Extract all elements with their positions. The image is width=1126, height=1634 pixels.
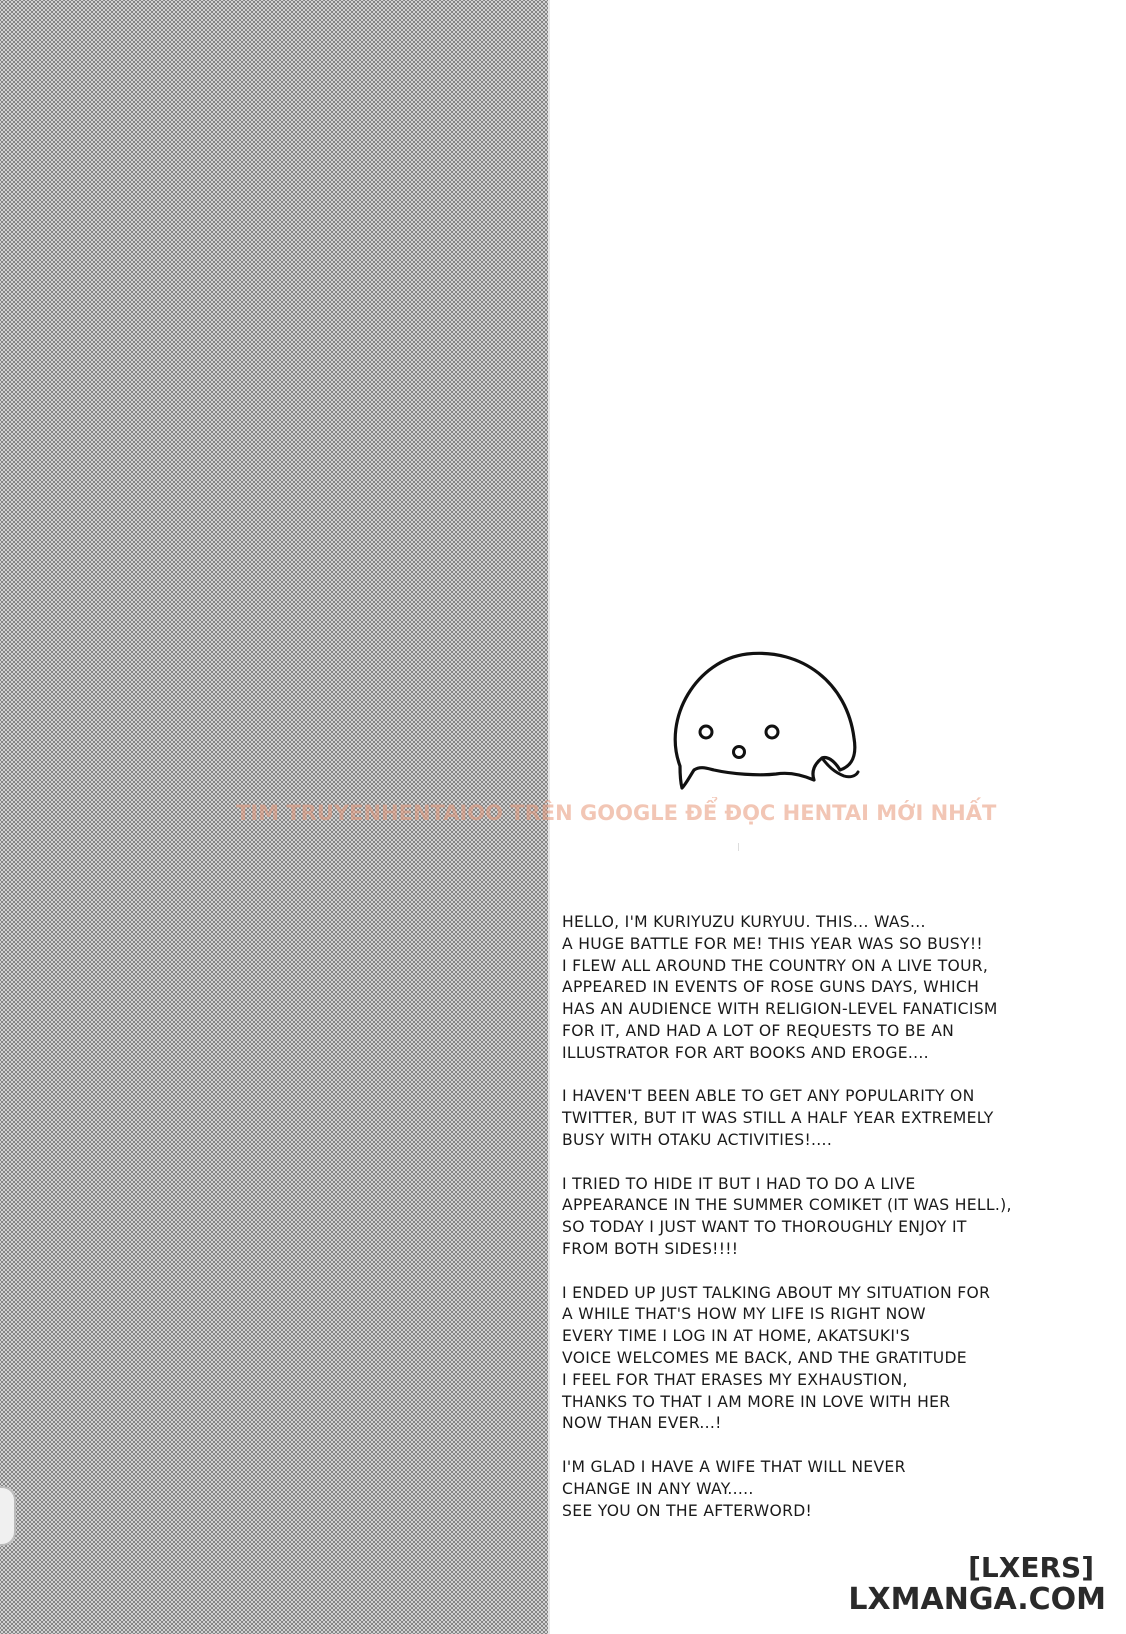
note-line: HELLO, I'M KURIYUZU KURYUU. THIS... WAS... — [562, 913, 926, 931]
note-line: I HAVEN'T BEEN ABLE TO GET ANY POPULARITY ON — [562, 1087, 975, 1106]
note-paragraph — [562, 1086, 1092, 1151]
note-line: SEE YOU ON THE AFTERWORD! — [562, 1501, 813, 1520]
site-name: LXMANGA.COM — [848, 1582, 1106, 1617]
note-line: I FEEL FOR THAT ERASES MY EXHAUSTION, — [562, 1370, 908, 1389]
group-name: [LXERS] — [968, 1551, 1094, 1584]
note-line: HAS AN AUDIENCE WITH RELIGION-LEVEL FANATICISM — [562, 1000, 998, 1019]
note-line: A WHILE THAT'S HOW MY LIFE IS RIGHT NOW — [562, 1305, 926, 1324]
note-paragraph — [562, 1283, 1092, 1436]
note-line: I ENDED UP JUST TALKING ABOUT MY SITUATION FOR — [562, 1283, 991, 1302]
note-line: FROM BOTH SIDES!!!! — [562, 1239, 739, 1258]
note-line: NOW THAN EVER...! — [562, 1414, 722, 1433]
note-line: SO TODAY I JUST WANT TO THOROUGHLY ENJOY IT — [562, 1218, 967, 1237]
scanlation-credit — [848, 1552, 1106, 1616]
note-line: TWITTER, BUT IT WAS STILL A HALF YEAR EXTREMELY — [562, 1109, 994, 1128]
note-line: VOICE WELCOMES ME BACK, AND THE GRATITUDE — [562, 1348, 967, 1367]
note-line: THANKS TO THAT I AM MORE IN LOVE WITH HER — [562, 1392, 951, 1411]
note-line: EVERY TIME I LOG IN AT HOME, AKATSUKI'S — [562, 1327, 911, 1346]
note-paragraph — [562, 912, 1092, 1065]
note-line: APPEARANCE IN THE SUMMER COMIKET (IT WAS HELL.), — [562, 1196, 1012, 1215]
note-line: FOR IT, AND HAD A LOT OF REQUESTS TO BE AN — [562, 1021, 955, 1040]
page-edge-mark — [0, 1486, 16, 1546]
stray-mark — [738, 843, 747, 851]
note-paragraph — [562, 1457, 1092, 1522]
note-paragraph — [562, 1174, 1092, 1261]
note-line: CHANGE IN ANY WAY..... — [562, 1479, 754, 1498]
blob-mascot-drawing — [662, 648, 862, 798]
author-note — [562, 912, 1092, 1522]
note-line: A HUGE BATTLE FOR ME! THIS YEAR WAS SO BUSY!! — [562, 934, 983, 953]
site-watermark: TIM TRUYENHENTAIOO TRÊN GOOGLE ĐỂ ĐỌC HENTAI MỚI NHẤT — [236, 801, 997, 825]
note-line: I'M GLAD I HAVE A WIFE THAT WILL NEVER — [562, 1457, 906, 1476]
note-line: I FLEW ALL AROUND THE COUNTRY ON A LIVE TOUR, — [562, 956, 989, 975]
note-line: I TRIED TO HIDE IT BUT I HAD TO DO A LIVE — [562, 1174, 916, 1193]
note-line: APPEARED IN EVENTS OF ROSE GUNS DAYS, WHICH — [562, 978, 980, 997]
note-line: ILLUSTRATOR FOR ART BOOKS AND EROGE.... — [562, 1043, 929, 1062]
note-line: BUSY WITH OTAKU ACTIVITIES!.... — [562, 1130, 833, 1149]
